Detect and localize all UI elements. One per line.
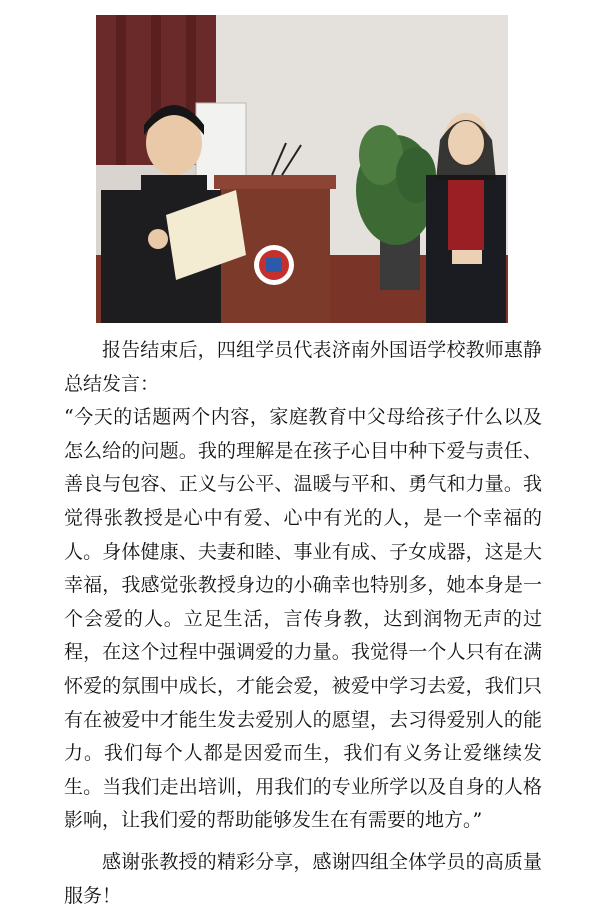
paragraph-thanks: 感谢张教授的精彩分享，感谢四组全体学员的高质量服务！ bbox=[64, 850, 542, 907]
event-photo bbox=[96, 15, 508, 323]
event-photo-illustration bbox=[96, 15, 508, 323]
paragraph-intro: 报告结束后，四组学员代表济南外国语学校教师惠静总结发言： bbox=[64, 339, 542, 395]
paragraph-quote: “今天的话题两个内容，家庭教育中父母给孩子什么以及怎么给的问题。我的理解是在孩子心目中种下爱与责任、善良与包容、正义与公平、温暖与平和、勇气和力量。我觉得张教授是心中有爱、心中有光的人，是一个幸福的人。身体健康、夫妻和睦、事业有成、子女成器，这是大幸福，我感觉张教授身边的小确幸也特别多，她本身是一个会爱的人。立足生活，言传身教，达到润物无声的过程，在这个过程中强调爱的力量。我觉得一个人只有在满怀爱的氛围中成长，才能会爱，被爱中学习去爱，我们只有在被爱中才能生发去爱别人的愿望，去习得爱别人的能力。我们每个人都是因爱而生，我们有义务让爱继续发生。当我们走出培训，用我们的专业所学以及自身的人格影响，让我们爱的帮助能够发生在有需要的地方。” bbox=[64, 406, 542, 832]
article-body bbox=[64, 334, 542, 913]
